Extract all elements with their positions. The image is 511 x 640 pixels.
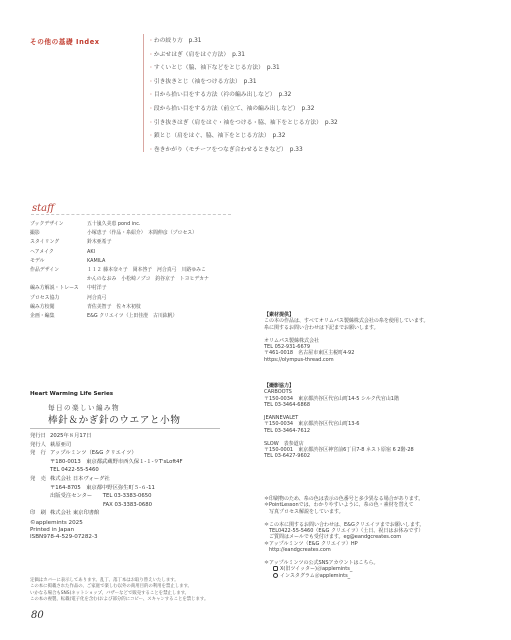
publication-row xyxy=(30,441,183,450)
publication-row xyxy=(30,492,183,501)
publication-key xyxy=(30,501,50,510)
index-list xyxy=(148,35,338,157)
shooting-heading: 【撮影協力】 xyxy=(264,383,295,389)
index-item[interactable]: ・ 鎖とじ（肩をはぐ、脇、袖下をとじる方法） p.32 xyxy=(148,130,338,144)
staff-role xyxy=(30,275,87,284)
staff-divider xyxy=(31,214,231,215)
publication-row xyxy=(30,484,183,493)
shooting-line: JEANNEVALET xyxy=(264,415,299,422)
instagram-handle: インスタグラム＠applemints_ xyxy=(280,572,351,579)
publication-value: 〒180-0013 東京都武蔵野市西久保１-１-９T'sLoft4F xyxy=(50,458,183,465)
staff-row xyxy=(30,303,209,312)
index-item[interactable]: ・ わの絞り方 p.31 xyxy=(148,35,338,49)
note-line: ＊この本に関するお問い合わせは、E&Gクリエイツまでお願いします。 xyxy=(264,521,425,528)
staff-role: 編み方校閲 xyxy=(30,303,55,310)
instagram-icon xyxy=(273,573,278,578)
materials-line: この本の作品は、すべてオリムパス製絲株式会社の糸を使用しています。 xyxy=(264,318,429,325)
publication-key xyxy=(30,492,50,501)
shooting-line: TEL 03-6427-9602 xyxy=(264,453,311,460)
book-title-divider xyxy=(30,428,220,429)
staff-name: 五十嵐久美恵 pond inc. xyxy=(87,221,141,227)
series-title: Heart Warming Life Series xyxy=(30,391,114,397)
shooting-line: TEL 03-3464-6868 xyxy=(264,402,311,409)
staff-name: KAMILA xyxy=(87,257,106,264)
staff-name: かんのなおみ 小松崎ノブコ 釣谷京子 トヨヒデカナ xyxy=(87,276,209,283)
staff-row xyxy=(30,284,209,293)
note-line: ＊アップルミンツ（E&G クリエイツ）HP xyxy=(264,540,358,547)
publication-value: アップルミンツ（E&G クリエイツ） xyxy=(50,450,137,457)
publication-key: 印 刷 xyxy=(30,510,46,517)
shooting-line: SLOW 表参道店 xyxy=(264,440,304,447)
publication-value: TEL 0422-55-5460 xyxy=(50,467,99,474)
publication-key xyxy=(30,484,50,493)
disclaimer-line: この本に掲載された作品の、ご家庭で楽しむ以外の商用目的の利用を禁止します。 xyxy=(30,584,192,590)
publication-key xyxy=(30,466,50,475)
staff-row xyxy=(30,312,209,321)
staff-role: 編み方解説・トレース xyxy=(30,285,79,292)
publication-row xyxy=(30,509,183,518)
materials-line: TEL 052-931-6679 xyxy=(264,344,311,351)
page-number: 80 xyxy=(31,610,44,621)
disclaimer-line: この本の複製、転載(電子化を含む)および部分的にコピー、スキャンすることを禁じます。 xyxy=(30,597,209,603)
shooting-line: 〒150-0034 東京都渋谷区代官山町13-6 xyxy=(264,421,360,428)
publication-row xyxy=(30,458,183,467)
shooting-line: TEL 03-3464-7612 xyxy=(264,427,311,434)
staff-role: モデル xyxy=(30,257,45,264)
materials-line: オリムパス製絲株式会社 xyxy=(264,337,320,344)
index-item[interactable]: ・ 巻きかがり（モチーフをつなぎ合わせるときなど） p.33 xyxy=(148,144,338,158)
staff-role: スタイリング xyxy=(30,239,60,246)
shooting-line: 〒150-0034 東京都渋谷区代官山町14-5 シルク代官山1階 xyxy=(264,395,399,402)
materials-line: https://olympus-thread.com xyxy=(264,356,334,363)
staff-name: 鈴木亜希子 xyxy=(87,239,112,246)
copyright-block xyxy=(30,520,98,540)
disclaimer xyxy=(30,578,208,604)
index-item[interactable]: ・ 引き抜きとじ（袖をつける方法） p.31 xyxy=(148,76,338,90)
staff-name: 中村洋子 xyxy=(87,285,107,292)
staff-row xyxy=(30,275,209,284)
staff-row xyxy=(30,248,209,257)
disclaimer-line: いかなる場合もSNS(ネットショップ、バザーなどで販売することを禁止します。 xyxy=(30,590,190,596)
copyright-line: ©applemints 2025 xyxy=(30,520,83,526)
index-item[interactable]: ・ 段から拾い目をする方法（前立て、袖の編み出しなど） p.32 xyxy=(148,103,338,117)
book-subtitle: 毎日の楽しい編み物 xyxy=(48,404,120,412)
index-item[interactable]: ・ すくいとじ（脇、袖下などをとじる方法） p.31 xyxy=(148,62,338,76)
copyright-line: Printed in Japan xyxy=(30,526,75,533)
publication-row xyxy=(30,501,183,510)
staff-credits xyxy=(30,220,209,321)
x-logo-icon xyxy=(273,566,278,571)
index-item[interactable]: ・ かぶせはぎ（肩をはぐ方法） p.31 xyxy=(148,49,338,63)
note-line: 写真プロセス解説をしています。 xyxy=(264,508,344,515)
publication-key xyxy=(30,458,50,467)
publication-info xyxy=(30,432,183,518)
staff-row xyxy=(30,266,209,275)
publication-key: 発行人 xyxy=(30,441,46,448)
publication-row xyxy=(30,466,183,475)
shooting-line: CARBOOTS xyxy=(264,389,292,396)
staff-row xyxy=(30,257,209,266)
shooting-section xyxy=(264,383,414,460)
note-line: ＊印刷物のため、糸の色は表示の色番号と多少異なる場合があります。 xyxy=(264,496,424,502)
publication-value: 出版受注センター TEL 03-3383-0650 xyxy=(50,493,152,500)
index-item[interactable]: ・ 目から拾い目をする方法（衿の編み出しなど） p.32 xyxy=(148,89,338,103)
index-item[interactable]: ・ 引き抜きはぎ（肩をはぐ・袖をつける・脇、袖下をとじる方法） p.32 xyxy=(148,117,338,131)
staff-row xyxy=(30,220,209,229)
book-title: 棒針＆かぎ針のウエアと小物 xyxy=(48,415,181,426)
publication-row xyxy=(30,475,183,484)
publication-row xyxy=(30,432,183,441)
staff-role: 企画・編集 xyxy=(30,313,55,320)
publication-value: 2025年８月17日 xyxy=(50,433,92,439)
note-line: ＊アップルミンツの公式SNSアカウントはこちら。 xyxy=(264,560,379,567)
materials-line: 糸に関するお問い合わせは下記までお願いします。 xyxy=(264,324,379,331)
materials-line: 〒461-0018 名古屋市東区主税町4-92 xyxy=(264,350,355,357)
publication-value: 株式会社 日本ヴォーグ社 xyxy=(50,475,110,482)
staff-role: ブックデザイン xyxy=(30,221,64,227)
staff-name: 小塚恵子（作品・糸紹介） 本間伸彦（プロセス） xyxy=(87,230,198,237)
notes-section xyxy=(264,496,424,579)
staff-role: プロセス協力 xyxy=(30,294,60,301)
staff-role: ヘアメイク xyxy=(30,248,54,255)
staff-name: 河合真弓 xyxy=(87,294,107,301)
staff-name: AKI xyxy=(87,248,95,255)
staff-name: E&G クリエイツ（上田佳澄 古川紘帆） xyxy=(87,313,178,320)
note-line: http://eandgcreates.com xyxy=(264,547,331,554)
publication-value: 萩原亜司 xyxy=(50,441,72,448)
staff-name: １１２ 藤本奈々子 岡本啓子 河合真弓 川路ゆみこ xyxy=(87,267,206,274)
staff-name: 青佐美智子 佐々木初枝 xyxy=(87,303,141,310)
staff-row xyxy=(30,238,209,247)
staff-row xyxy=(30,229,209,238)
staff-role: 作品デザイン xyxy=(30,267,60,274)
materials-heading: 【素材提供】 xyxy=(264,312,295,318)
isbn: ISBN978-4-529-07282-3 xyxy=(30,533,98,540)
publication-value: 株式会社 東京印書館 xyxy=(50,510,100,517)
disclaimer-line: 定価はカバーに表示してあります。乱丁、落丁本はお取り替えいたします。 xyxy=(30,578,179,583)
shooting-line: 〒150-0001 東京都渋谷区神宮前6丁目7-8 ネスト原宿 6 2階-28 xyxy=(264,447,414,454)
publication-value: 〒164-8705 東京都中野区弥生町５-６-11 xyxy=(50,484,155,491)
x-handle: X(旧ツイッター)＠applemints_ xyxy=(280,566,353,573)
publication-row xyxy=(30,449,183,458)
instagram-account[interactable] xyxy=(264,573,424,579)
publication-key: 発行日 xyxy=(30,433,46,439)
note-line: TEL0422-55-5460（E&G クリエイツ）（土日、祝日はお休みです） xyxy=(264,528,424,535)
publication-value: FAX 03-3383-0680 xyxy=(50,501,152,508)
note-line: ご質問はメールでも受付けます。eg@eandgcreates.com xyxy=(264,534,402,541)
staff-row xyxy=(30,294,209,303)
publication-key: 発 行 xyxy=(30,450,46,457)
index-divider xyxy=(143,34,144,152)
publication-key: 発 売 xyxy=(30,475,46,482)
index-title: その他の基礎 Index xyxy=(30,38,100,46)
note-line: ＊PointLessonでは、わかりやすいように、糸の色・素材を替えて xyxy=(264,502,414,509)
staff-role: 撮影 xyxy=(30,230,40,237)
materials-section xyxy=(264,312,429,363)
staff-logo: staff xyxy=(32,203,55,214)
